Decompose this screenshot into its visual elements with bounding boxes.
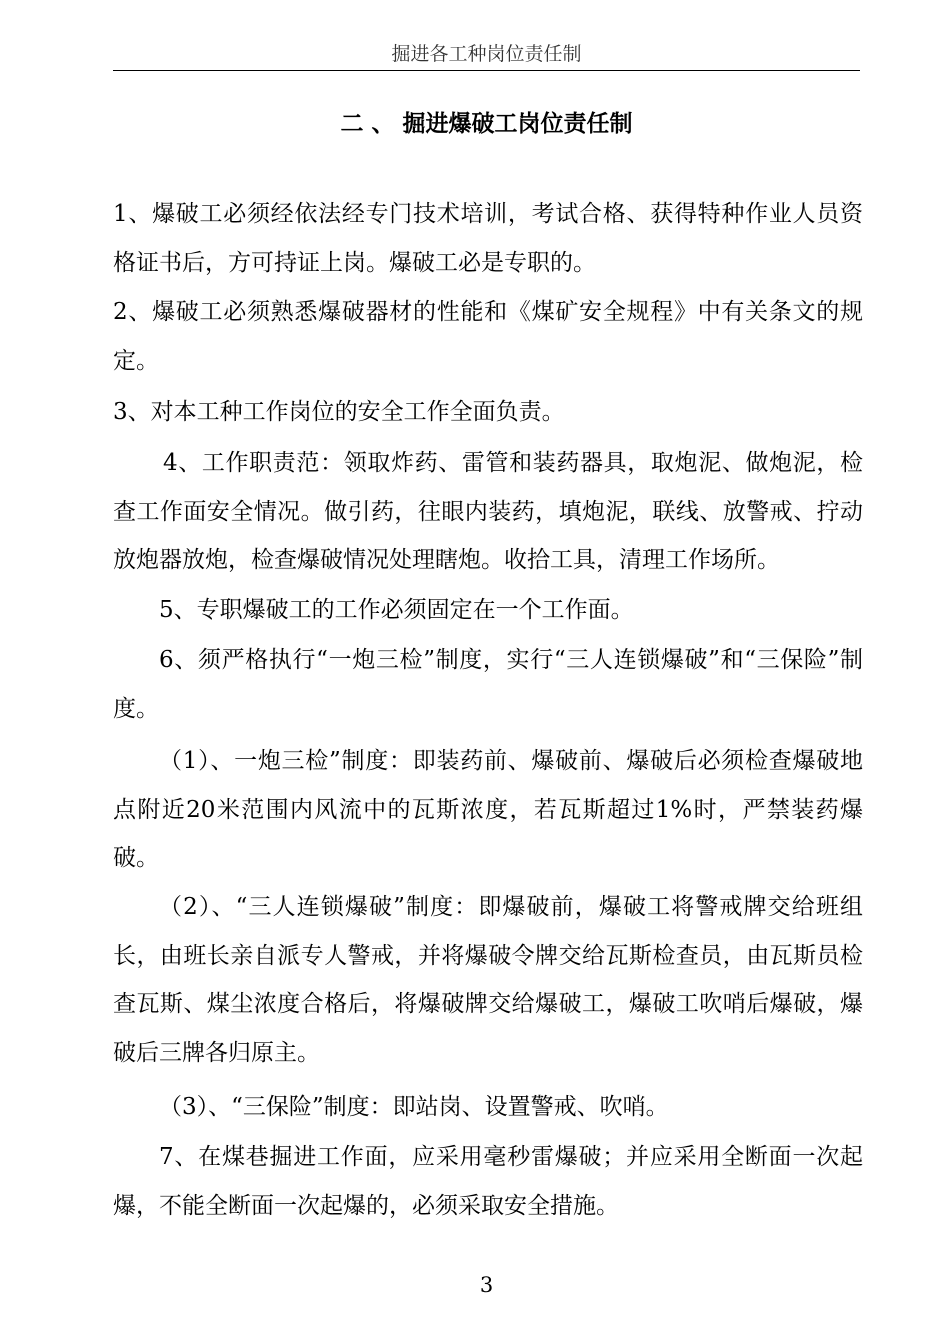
paragraph-9: （3）、“三保险”制度：即站岗、设置警戒、吹哨。 <box>159 1094 669 1120</box>
paragraph-3: 3、对本工种工作岗位的安全工作全面负责。 <box>113 399 565 425</box>
paragraph-6: 6、须严格执行“一炮三检”制度，实行“三人连锁爆破”和“三保险”制度。 <box>113 647 863 722</box>
paragraph-8: （2）、“三人连锁爆破”制度：即爆破前，爆破工将警戒牌交给班组长，由班长亲自派专人警戒，并将爆破令牌交给瓦斯检查员，由瓦斯员检查瓦斯、煤尘浓度合格后，将爆破牌交给爆破工，爆破工吹哨后爆破，爆破后三牌各归原主。 <box>113 894 863 1066</box>
paragraph-2: 2、爆破工必须熟悉爆破器材的性能和《煤矿安全规程》中有关条文的规定。 <box>113 299 863 374</box>
running-header: 掘进各工种岗位责任制 <box>391 43 582 65</box>
page-number: 3 <box>479 1273 494 1297</box>
header-divider <box>113 70 860 71</box>
paragraph-4: 4、工作职责范：领取炸药、雷管和装药器具，取炮泥、做炮泥，检查工作面安全情况。做引药，往眼内装药，填炮泥，联线、放警戒、拧动放炮器放炮，检查爆破情况处理瞎炮。收拾工具，清理工作场所。 <box>113 450 863 573</box>
paragraph-5: 5、专职爆破工的工作必须固定在一个工作面。 <box>159 597 634 623</box>
paragraph-7: （1）、一炮三检”制度：即装药前、爆破前、爆破后必须检查爆破地点附近20米范围内风流中的瓦斯浓度，若瓦斯超过1%时，严禁装药爆破。 <box>113 748 863 871</box>
paragraph-1: 1、爆破工必须经依法经专门技术培训，考试合格、获得特种作业人员资格证书后，方可持证上岗。爆破工必是专职的。 <box>113 201 863 276</box>
paragraph-10: 7、在煤巷掘进工作面，应采用毫秒雷爆破；并应采用全断面一次起爆，不能全断面一次起爆的，必须采取安全措施。 <box>113 1144 863 1219</box>
document-title: 二 、 掘进爆破工岗位责任制 <box>340 111 633 137</box>
